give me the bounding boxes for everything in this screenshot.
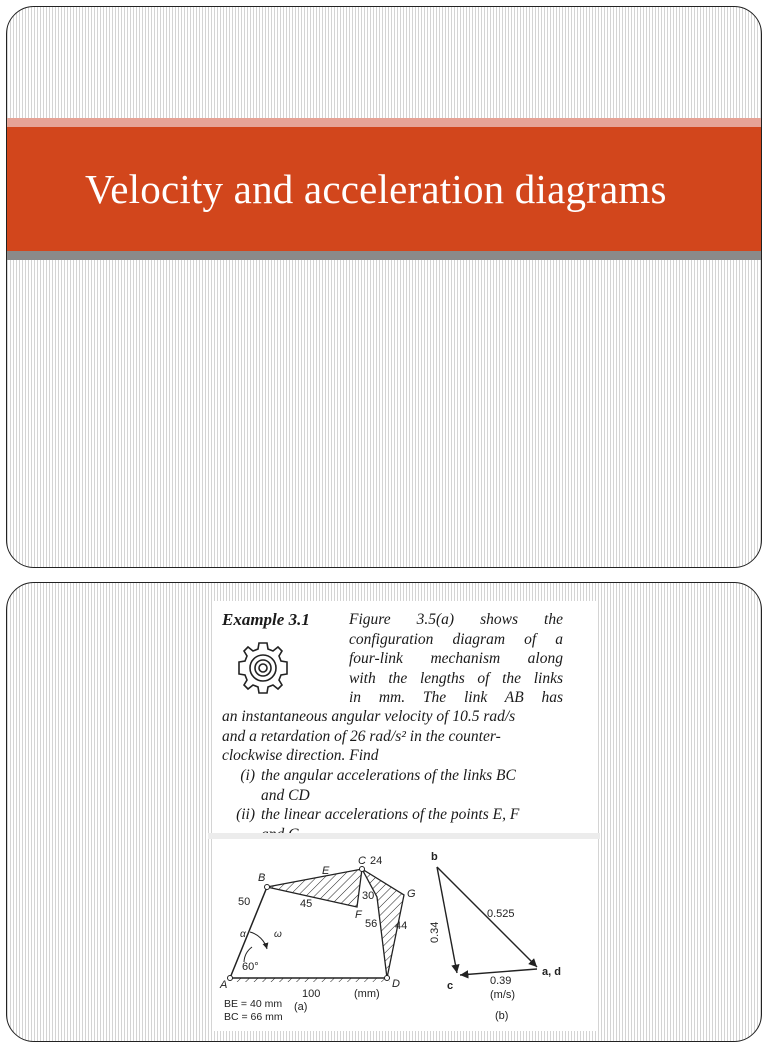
- length-cd-velocity-label: 0.39: [490, 975, 512, 987]
- length-ab-label: 50: [238, 896, 251, 908]
- length-bc-velocity-label: 0.34: [429, 921, 441, 943]
- slide-title-text: Velocity and acceleration diagrams: [85, 166, 667, 212]
- joint-d: [385, 976, 390, 981]
- note-bc-label: BC = 66 mm: [224, 1011, 283, 1023]
- point-c-label: C: [358, 855, 366, 867]
- point-f-label: F: [355, 909, 362, 921]
- example-intro: [349, 610, 563, 708]
- point-g-label: G: [407, 888, 416, 900]
- intro-line: with the lengths of the links: [349, 669, 563, 687]
- title-band-bottom-stripe: [7, 251, 761, 260]
- body-line: an instantaneous angular velocity of 10.5 rad/s: [222, 708, 516, 725]
- joint-b: [265, 885, 270, 890]
- question-text-cont: and CD: [261, 786, 310, 804]
- slide-title: [6, 6, 762, 568]
- omega-label: ω: [274, 929, 282, 940]
- example-body: [222, 707, 572, 766]
- body-line: clockwise direction. Find: [222, 747, 379, 764]
- joint-a: [228, 976, 233, 981]
- joint-c: [360, 867, 365, 872]
- point-c-small-label: c: [447, 980, 454, 992]
- example-label: Example 3.1: [222, 610, 310, 629]
- length-ab-velocity-label: 0.525: [487, 908, 515, 920]
- length-cg-label: 24: [370, 855, 383, 867]
- vector-bc: [437, 867, 457, 973]
- length-bf-label: 45: [300, 898, 313, 910]
- coupler-bcf: [267, 869, 362, 907]
- question-number: (i): [240, 767, 255, 784]
- configuration-diagram: [219, 855, 416, 1023]
- question-text: the linear accelerations of the points E, F: [261, 806, 520, 823]
- length-cf-label: 30: [362, 890, 375, 902]
- intro-line: configuration diagram of a: [349, 630, 563, 648]
- question-number: (ii): [236, 806, 255, 823]
- title-band-top-stripe: [7, 118, 761, 127]
- length-ad-label: 100: [302, 988, 321, 1000]
- intro-line: four-link mechanism along: [349, 650, 563, 667]
- intro-line: Figure 3.5(a) shows the: [349, 611, 563, 628]
- point-ad-label: a, d: [542, 966, 561, 978]
- ground-hatch: [230, 978, 390, 982]
- point-e-label: E: [322, 865, 330, 877]
- body-line: and a retardation of 26 rad/s² in the counter-: [222, 727, 501, 745]
- angle-label: 60°: [242, 961, 259, 973]
- point-b-small-label: b: [431, 851, 438, 863]
- caption-a-label: (a): [294, 1001, 308, 1013]
- question-text: the angular accelerations of the links BC: [261, 767, 516, 784]
- point-a-label: A: [220, 979, 228, 991]
- velocity-diagram: [429, 851, 561, 1022]
- caption-b-label: (b): [495, 1010, 509, 1022]
- title-band-main: [7, 127, 761, 251]
- omega-arrow: [250, 932, 267, 949]
- title-band: [7, 118, 761, 260]
- question-item: [222, 766, 592, 805]
- length-dg-label: 44: [395, 920, 408, 932]
- angle-arc: [244, 947, 252, 962]
- length-cd-label: 56: [365, 918, 378, 930]
- alpha-label: α: [240, 929, 246, 940]
- gear-icon: [232, 637, 294, 699]
- note-be-label: BE = 40 mm: [224, 998, 283, 1010]
- point-b-label: B: [258, 872, 266, 884]
- point-d-label: D: [392, 978, 400, 990]
- units-b-label: (m/s): [490, 989, 516, 1001]
- intro-line: in mm. The link AB has: [349, 689, 563, 706]
- slide-example: [6, 582, 762, 1042]
- example-card: [212, 601, 597, 1031]
- units-a-label: (mm): [354, 988, 380, 1000]
- mechanism-figure: [212, 837, 597, 1037]
